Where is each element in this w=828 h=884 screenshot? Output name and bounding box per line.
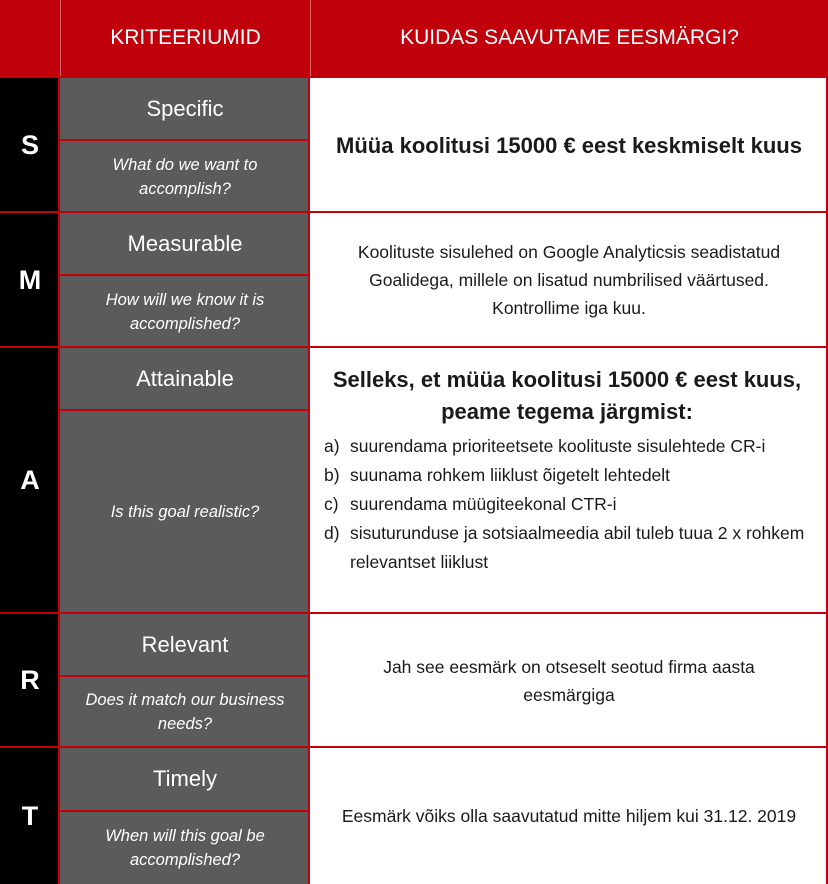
criterion-name-attainable: Attainable: [60, 348, 310, 409]
criterion-name-measurable: Measurable: [60, 213, 310, 274]
answer-attainable-heading: Selleks, et müüa koolitusi 15000 € eest kuus, peame tegema järgmist:: [332, 367, 802, 424]
list-text: sisuturunduse ja sotsiaalmeedia abil tuleb tuua 2 x rohkem relevantset liiklust: [350, 523, 805, 572]
criterion-question-relevant: Does it match our business needs?: [60, 677, 310, 747]
list-item: [324, 490, 810, 519]
column-divider: [58, 76, 60, 884]
list-text: suunama rohkem liiklust õigetelt lehtedelt: [350, 465, 671, 485]
letter-t: T: [0, 748, 60, 884]
cell-divider: [60, 409, 310, 411]
list-marker: b): [324, 465, 340, 485]
answer-attainable-list: [324, 432, 810, 577]
list-marker: a): [324, 436, 340, 456]
cell-divider: [60, 139, 310, 141]
list-text: suurendama müügiteekonal CTR-i: [350, 494, 617, 514]
answer-attainable: [310, 348, 828, 612]
header-how: KUIDAS SAAVUTAME EESMÄRGI?: [310, 0, 828, 76]
cell-divider: [60, 675, 310, 677]
letter-a: A: [0, 348, 60, 612]
row-divider: [0, 746, 828, 748]
criterion-question-timely: When will this goal be accomplished?: [60, 812, 310, 884]
cell-divider: [60, 274, 310, 276]
letter-m: M: [0, 213, 60, 347]
letter-r: R: [0, 614, 60, 747]
cell-divider: [60, 810, 310, 812]
letter-s: S: [0, 78, 60, 212]
list-marker: c): [324, 494, 339, 514]
row-divider: [0, 612, 828, 614]
header-corner: [0, 0, 60, 76]
list-item: [324, 432, 810, 461]
answer-specific: Müüa koolitusi 15000 € eest keskmiselt kuus: [310, 78, 828, 212]
row-divider: [0, 346, 828, 348]
criterion-name-specific: Specific: [60, 78, 310, 139]
criterion-question-specific: What do we want to accomplish?: [60, 141, 310, 212]
list-marker: d): [324, 523, 340, 543]
list-item: [324, 461, 810, 490]
row-divider: [0, 211, 828, 213]
row-divider: [0, 76, 828, 78]
criterion-name-timely: Timely: [60, 748, 310, 810]
criterion-name-relevant: Relevant: [60, 614, 310, 675]
criterion-question-attainable: Is this goal realistic?: [60, 411, 310, 612]
answer-timely: Eesmärk võiks olla saavutatud mitte hiljem kui 31.12. 2019: [310, 748, 828, 884]
criterion-question-measurable: How will we know it is accomplished?: [60, 276, 310, 347]
list-text: suurendama prioriteetsete koolituste sisulehtede CR-i: [350, 436, 766, 456]
answer-measurable: Koolituste sisulehed on Google Analyticsis seadistatud Goalidega, millele on lisatud numbrilised väärtused. Kontrollime iga kuu.: [310, 213, 828, 347]
answer-relevant: Jah see eesmärk on otseselt seotud firma aasta eesmärgiga: [310, 614, 828, 747]
header-criteria: KRITEERIUMID: [60, 0, 310, 76]
column-divider: [308, 76, 310, 884]
list-item: [324, 519, 810, 577]
